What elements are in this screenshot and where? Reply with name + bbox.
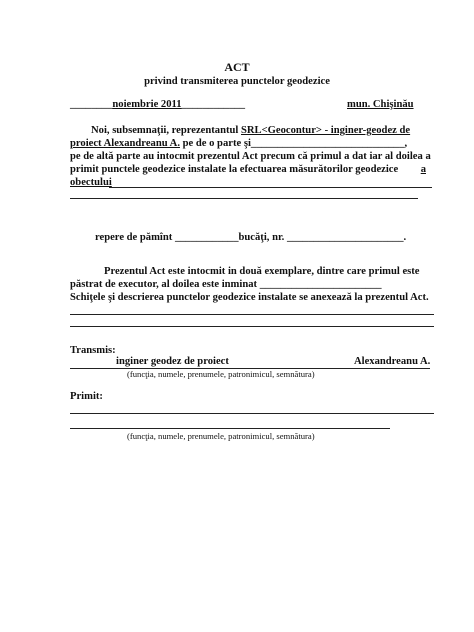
place-name: mun. Chişinău (347, 99, 414, 110)
para2-line2: păstrat de executor, al doilea este inminat _______________________ (70, 279, 382, 290)
engineer-name: proiect Alexandreanu A. (70, 138, 180, 149)
para1-line2: proiect Alexandreanu A. pe de o parte şi_____________________________, (70, 138, 408, 149)
object-rule-2 (70, 198, 418, 199)
primit-rule-1 (70, 413, 434, 414)
repere-number-blank: ______________________. (287, 232, 407, 243)
transmis-label: Transmis: (70, 345, 116, 356)
annex-rule-2 (70, 326, 434, 327)
primit-caption: (funcţia, numele, prenumele, patronimicul, semnătura) (127, 431, 315, 441)
document-subtitle: privind transmiterea punctelor geodezice (144, 76, 330, 87)
date-blank-after: ____________ (181, 99, 246, 110)
para1-line3: pe de altă parte au intocmit prezentul Act precum că primul a dat iar al doilea a (70, 151, 431, 162)
para2-line1: Prezentul Act este intocmit in două exemplare, dintre care primul este (104, 266, 420, 277)
primit-label: Primit: (70, 391, 103, 402)
repere-count-blank: ____________ (174, 232, 239, 243)
transmis-name: Alexandreanu A. (354, 356, 431, 367)
para2-line3: Schiţele şi descrierea punctelor geodezice instalate se anexează la prezentul Act. (70, 292, 429, 303)
repere-line: repere de pămînt ____________bucăţi, nr. ______________________. (95, 232, 407, 243)
transmis-caption: (funcţia, numele, prenumele, patronimicul, semnătura) (127, 369, 315, 379)
date-value: noiembrie 2011 (112, 99, 182, 110)
para1-line1: Noi, subsemnaţii, reprezentantul SRL<Geocontur> - inginer-geodez de (91, 125, 411, 136)
company-role: SRL<Geocontur> - inginer-geodez de (241, 125, 411, 136)
date-blank-before: ________ (70, 99, 113, 110)
object-label: obectului (70, 177, 112, 188)
date-line (70, 99, 245, 111)
object-rule-1 (109, 187, 432, 188)
annex-rule-1 (70, 314, 434, 315)
recipient-blank: _______________________ (259, 279, 382, 290)
other-party-blank: _____________________________, (250, 138, 408, 149)
para1-line4: primit punctele geodezice instalate la efectuarea măsurătorilor geodezice a (70, 164, 426, 175)
document-title: ACT (224, 60, 250, 74)
primit-rule-2 (70, 428, 390, 429)
transmis-role: inginer geodez de proiect (116, 356, 229, 367)
